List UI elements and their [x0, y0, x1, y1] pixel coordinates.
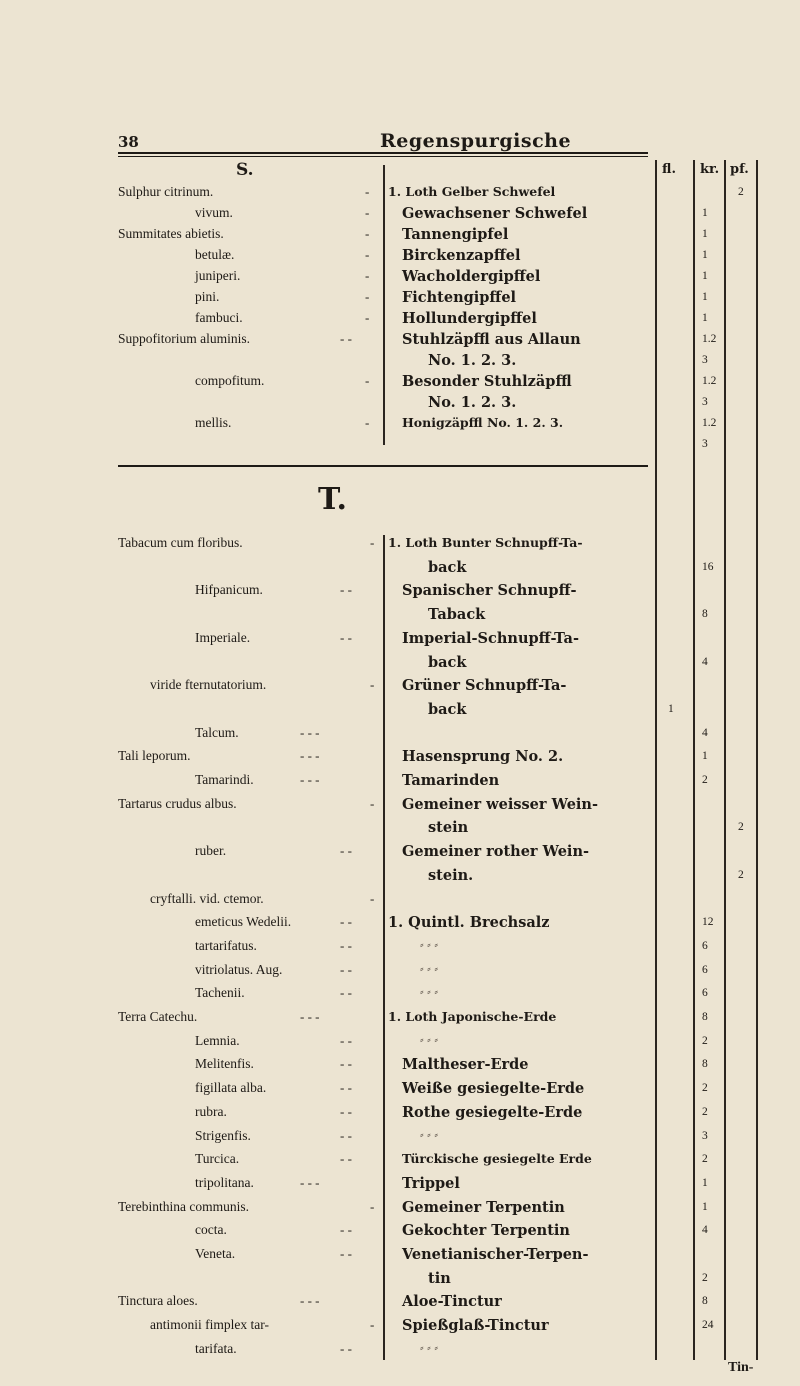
s_rows-leader: - — [365, 184, 370, 199]
t_rows-latin: tripolitana. — [195, 1174, 254, 1190]
t_rows-leader: - — [370, 1317, 375, 1333]
header-rule — [118, 152, 648, 154]
s_rows-latin: compofitum. — [195, 373, 265, 388]
t_rows-latin: Tamarindi. — [195, 772, 254, 787]
t_rows-german: ⸗ ⸗ ⸗ — [420, 1340, 438, 1354]
column-rule-right — [756, 160, 758, 1360]
s_rows-kr-value: 3 — [702, 396, 708, 408]
t_rows-pf-value: 2 — [738, 868, 744, 881]
t_rows-german: Aloe-Tinctur — [402, 1293, 502, 1311]
t_rows-latin: Tartarus crudus albus. — [118, 795, 237, 811]
t_rows-german: 1. Loth Japonische-Erde — [388, 1009, 557, 1024]
t_rows-german: Gekochter Terpentin — [402, 1222, 570, 1240]
t_rows-german: Gemeiner Terpentin — [402, 1198, 565, 1216]
t_rows-german: Taback — [428, 606, 486, 624]
column-rule-pf — [724, 160, 726, 1360]
t_rows-kr-value: 4 — [702, 726, 708, 739]
t_rows-leader: - — [370, 890, 375, 906]
s_rows-latin: fambuci. — [195, 310, 243, 325]
t_rows-latin: Tinctura aloes. — [118, 1293, 198, 1309]
s_rows-kr-value: 1.2 — [702, 417, 717, 429]
s_rows-german: Besonder Stuhlzäpffl — [402, 373, 572, 390]
t_rows-german: Rothe gesiegelte-Erde — [402, 1103, 583, 1121]
s_rows-german: 1. Loth Gelber Schwefel — [388, 184, 556, 199]
section-letter-s: S. — [236, 160, 254, 180]
t_rows-latin: Veneta. — [195, 1246, 236, 1261]
t_rows-leader: - - - — [300, 724, 320, 740]
t_rows-latin: Hifpanicum. — [195, 582, 263, 598]
s_rows-german: Honigzäpffl No. 1. 2. 3. — [402, 415, 564, 430]
t_rows-leader: - - - — [300, 748, 320, 764]
t_rows-leader: - — [370, 1198, 375, 1214]
s_rows-kr-value: 1.2 — [702, 333, 717, 345]
column-rule-main — [383, 165, 385, 445]
t_rows-latin: rubra. — [195, 1103, 227, 1119]
t_rows-kr-value: 2 — [702, 1153, 708, 1166]
t_rows-latin: tarifata. — [195, 1340, 237, 1356]
t_rows-kr-value: 2 — [702, 1082, 708, 1095]
running-title: Regenspurgische — [380, 130, 572, 152]
t_rows-german: Hasensprung No. 2. — [402, 748, 564, 766]
catchword: Tin- — [728, 1360, 754, 1375]
t_rows-leader: - - — [340, 1080, 352, 1096]
t_rows-german: Spanischer Schnupff- — [402, 582, 577, 600]
t_rows-german: 1. Loth Bunter Schnupff-Ta- — [388, 535, 583, 550]
t_rows-latin: viride fternutatorium. — [150, 677, 267, 693]
t_rows-latin: tartarifatus. — [195, 937, 257, 953]
t_rows-german: back — [428, 653, 467, 671]
t_rows-kr-value: 8 — [702, 608, 708, 621]
s_rows-kr-value: 1.2 — [702, 375, 717, 387]
s_rows-kr-value: 3 — [702, 354, 708, 366]
s_rows-kr-value: 3 — [702, 438, 708, 450]
section-divider — [118, 465, 648, 467]
t_rows-latin: vitriolatus. Aug. — [195, 961, 283, 977]
s_rows-german: No. 1. 2. 3. — [428, 352, 517, 369]
t_rows-kr-value: 8 — [702, 1058, 708, 1071]
t_rows-latin: Melitenfis. — [195, 1056, 254, 1072]
s_rows-latin: pini. — [195, 289, 220, 304]
t_rows-german: Gemeiner rother Wein- — [402, 843, 589, 861]
t_rows-german: Trippel — [402, 1174, 460, 1192]
t_rows-kr-value: 6 — [702, 963, 708, 976]
t_rows-pf-value: 2 — [738, 821, 744, 834]
t_rows-latin: Turcica. — [195, 1151, 240, 1167]
s_rows-leader: - — [365, 247, 370, 262]
t_rows-german: Spießglaß-Tinctur — [402, 1317, 549, 1335]
t_rows-german: Grüner Schnupff-Ta- — [402, 677, 567, 695]
t_rows-leader: - - - — [300, 1174, 320, 1190]
t_rows-german: 1. Quintl. Brechsalz — [388, 914, 550, 932]
t_rows-kr-value: 2 — [702, 774, 708, 786]
t_rows-latin: Tali leporum. — [118, 748, 191, 764]
t_rows-kr-value: 2 — [702, 1105, 708, 1118]
s_rows-kr-value: 1 — [702, 270, 708, 282]
s_rows-leader: - — [365, 373, 370, 388]
s_rows-kr-value: 1 — [702, 312, 708, 324]
t_rows-german: ⸗ ⸗ ⸗ — [420, 1032, 438, 1046]
t_rows-kr-value: 8 — [702, 1011, 708, 1023]
s_rows-leader: - — [365, 289, 370, 304]
t_rows-kr-value: 4 — [702, 1224, 708, 1237]
t_rows-german: ⸗ ⸗ ⸗ — [420, 985, 438, 999]
t_rows-leader: - - — [340, 961, 352, 977]
s_rows-leader: - — [365, 268, 370, 283]
t_rows-latin: ruber. — [195, 843, 227, 859]
t_rows-leader: - - — [340, 1103, 352, 1119]
t_rows-german: Türckische gesiegelte Erde — [402, 1151, 592, 1167]
t_rows-kr-value: 6 — [702, 987, 708, 1000]
t_rows-latin: Tabacum cum floribus. — [118, 535, 243, 550]
s_rows-german: Wacholdergipffel — [402, 268, 541, 285]
t_rows-latin: cocta. — [195, 1222, 227, 1238]
t_rows-kr-value: 2 — [702, 1034, 708, 1047]
t_rows-latin: Strigenfis. — [195, 1127, 251, 1143]
t_rows-latin: emeticus Wedelii. — [195, 914, 292, 930]
t_rows-german: stein — [428, 819, 469, 837]
t_rows-kr-value: 1 — [702, 1176, 708, 1189]
t_rows-german: Gemeiner weisser Wein- — [402, 795, 598, 813]
s_rows-pf-value: 2 — [738, 186, 744, 198]
s_rows-latin: juniperi. — [195, 268, 241, 283]
t_rows-kr-value: 3 — [702, 1129, 708, 1142]
s_rows-german: Hollundergipffel — [402, 310, 537, 327]
s_rows-leader: - — [365, 415, 370, 430]
t_rows-leader: - — [370, 535, 375, 550]
t_rows-leader: - — [370, 677, 375, 693]
s_rows-latin: mellis. — [195, 415, 232, 430]
t_rows-leader: - - — [340, 1151, 352, 1167]
t_rows-german: stein. — [428, 866, 474, 884]
t_rows-leader: - - — [340, 629, 352, 645]
header-rule-thin — [118, 156, 648, 157]
t_rows-kr-value: 4 — [702, 655, 708, 668]
s_rows-latin: betulæ. — [195, 247, 235, 262]
s_rows-kr-value: 1 — [702, 291, 708, 303]
t_rows-leader: - - — [340, 1340, 352, 1356]
t_rows-german: ⸗ ⸗ ⸗ — [420, 1127, 438, 1141]
t_rows-german: back — [428, 558, 467, 576]
t_rows-leader: - - - — [300, 1009, 320, 1024]
column-rule-main-t — [383, 535, 385, 1360]
t_rows-german: ⸗ ⸗ ⸗ — [420, 961, 438, 975]
s_rows-german: Stuhlzäpffl aus Allaun — [402, 331, 581, 348]
t_rows-latin: Lemnia. — [195, 1032, 240, 1048]
t_rows-latin: Imperiale. — [195, 629, 251, 645]
t_rows-leader: - - - — [300, 772, 320, 787]
t_rows-leader: - - — [340, 1032, 352, 1048]
t_rows-kr-value: 2 — [702, 1271, 708, 1284]
s_rows-kr-value: 1 — [702, 207, 708, 219]
s_rows-leader: - — [365, 205, 370, 220]
t_rows-leader: - - — [340, 985, 352, 1001]
t_rows-latin: antimonii fimplex tar- — [150, 1317, 269, 1333]
t_rows-german: back — [428, 700, 467, 718]
s_rows-latin: Sulphur citrinum. — [118, 184, 214, 199]
t_rows-fl-value: 1 — [668, 702, 674, 715]
page-number: 38 — [118, 133, 139, 151]
section-letter-t: T. — [318, 482, 347, 517]
column-header-pf: pf. — [730, 162, 749, 177]
t_rows-kr-value: 24 — [702, 1319, 714, 1332]
s_rows-kr-value: 1 — [702, 249, 708, 261]
s_rows-german: Fichtengipffel — [402, 289, 517, 306]
t_rows-german: Venetianischer-Terpen- — [402, 1246, 589, 1263]
t_rows-leader: - - — [340, 1222, 352, 1238]
s_rows-german: Gewachsener Schwefel — [402, 205, 588, 222]
t_rows-leader: - - — [340, 1127, 352, 1143]
t_rows-german: Maltheser-Erde — [402, 1056, 529, 1074]
t_rows-latin: figillata alba. — [195, 1080, 267, 1096]
s_rows-leader: - — [365, 310, 370, 325]
t_rows-german: Imperial-Schnupff-Ta- — [402, 629, 579, 647]
s_rows-german: Birckenzapffel — [402, 247, 521, 264]
t_rows-german: Weiße gesiegelte-Erde — [402, 1080, 585, 1098]
column-rule-kr — [693, 160, 695, 1360]
t_rows-kr-value: 8 — [702, 1295, 708, 1308]
t_rows-kr-value: 1 — [702, 750, 708, 763]
t_rows-leader: - - — [340, 582, 352, 598]
t_rows-leader: - - — [340, 843, 352, 859]
s_rows-german: No. 1. 2. 3. — [428, 394, 517, 411]
t_rows-leader: - - - — [300, 1293, 320, 1309]
column-header-kr: kr. — [700, 162, 720, 177]
s_rows-kr-value: 1 — [702, 228, 708, 240]
t_rows-latin: Terebinthina communis. — [118, 1198, 250, 1214]
s_rows-latin: Suppofitorium aluminis. — [118, 331, 251, 346]
t_rows-latin: Terra Catechu. — [118, 1009, 198, 1024]
t_rows-leader: - - — [340, 1246, 352, 1261]
s_rows-leader: - — [365, 226, 370, 241]
t_rows-leader: - — [370, 795, 375, 811]
t_rows-german: tin — [428, 1269, 451, 1287]
s_rows-latin: Summitates abietis. — [118, 226, 224, 241]
t_rows-latin: Talcum. — [195, 724, 239, 740]
t_rows-kr-value: 6 — [702, 939, 708, 952]
column-header-fl: fl. — [662, 162, 676, 177]
t_rows-kr-value: 1 — [702, 1200, 708, 1213]
t_rows-kr-value: 16 — [702, 560, 714, 573]
t_rows-latin: Tachenii. — [195, 985, 245, 1001]
column-rule-fl — [655, 160, 657, 1360]
s_rows-leader: - - — [340, 331, 352, 346]
t_rows-leader: - - — [340, 1056, 352, 1072]
t_rows-leader: - - — [340, 937, 352, 953]
t_rows-leader: - - — [340, 914, 352, 930]
t_rows-latin: cryftalli. vid. ctemor. — [150, 890, 264, 906]
s_rows-latin: vivum. — [195, 205, 233, 220]
t_rows-german: ⸗ ⸗ ⸗ — [420, 937, 438, 951]
s_rows-german: Tannengipfel — [402, 226, 509, 243]
t_rows-kr-value: 12 — [702, 916, 714, 929]
t_rows-german: Tamarinden — [402, 772, 500, 789]
